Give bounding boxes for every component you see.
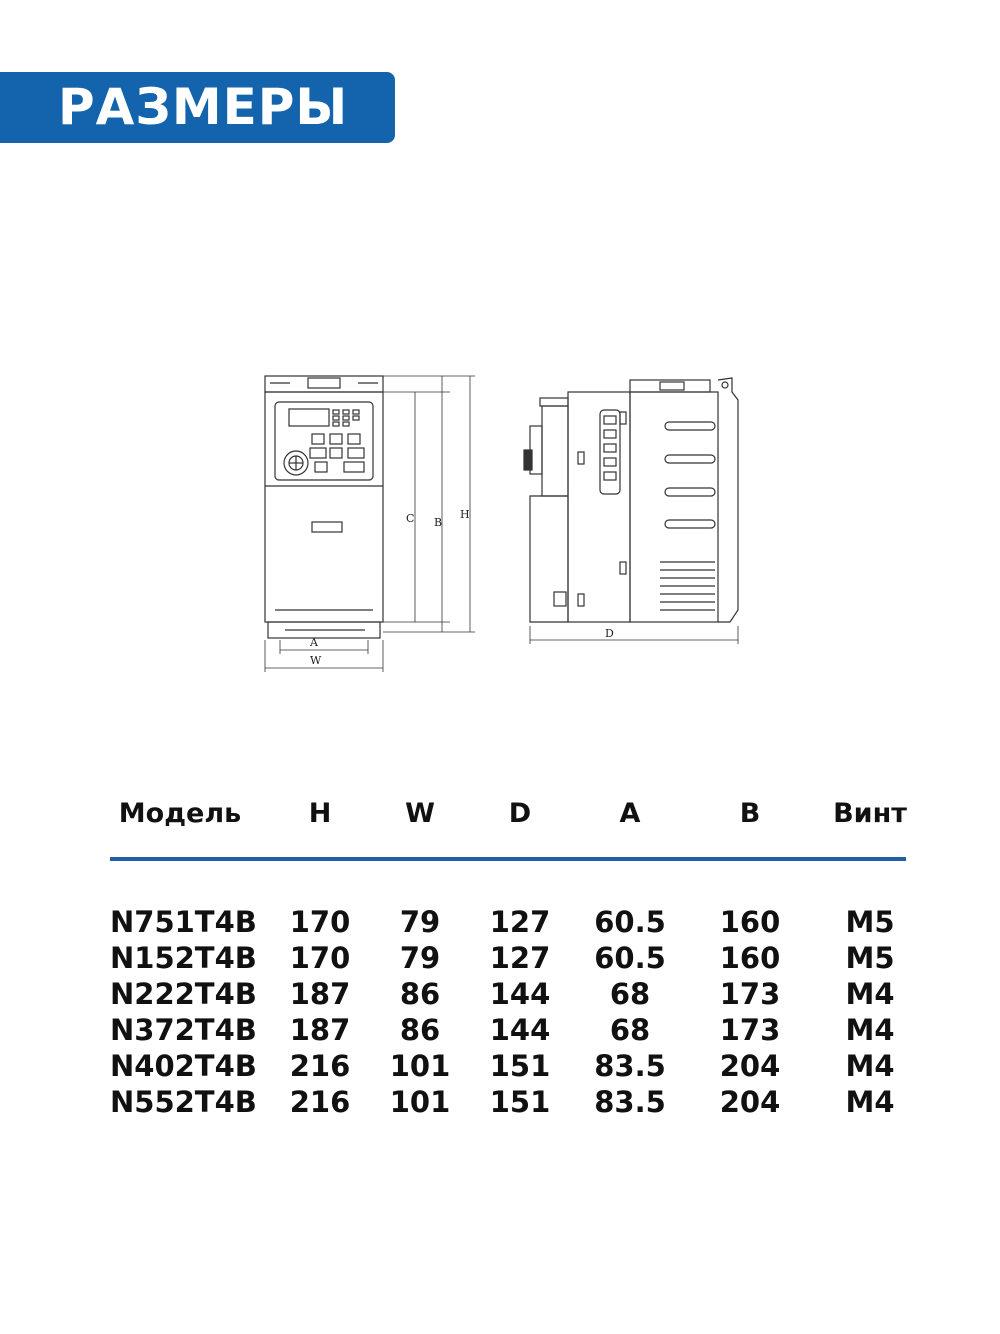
dimensions-table — [110, 790, 907, 1119]
cell-screw: M4 — [845, 977, 895, 1011]
cell-h: 187 — [289, 1013, 351, 1047]
table-header — [110, 790, 906, 846]
cell-b: 204 — [719, 1085, 781, 1119]
cell-screw: M5 — [845, 905, 895, 939]
cell-model: N552T4B — [110, 1085, 257, 1119]
dim-label-b: B — [434, 516, 443, 529]
header-rule — [110, 857, 906, 861]
cell-b: 160 — [719, 941, 781, 975]
cell-model: N372T4B — [110, 1013, 257, 1047]
front-view — [265, 376, 475, 672]
cell-screw: M4 — [845, 1085, 895, 1119]
cell-w: 101 — [389, 1085, 451, 1119]
cell-b: 160 — [719, 905, 781, 939]
page-title: РАЗМЕРЫ — [58, 78, 349, 136]
header-screw: Винт — [833, 798, 907, 829]
cell-b: 173 — [719, 977, 781, 1011]
cell-d: 144 — [489, 977, 551, 1011]
dim-label-h: H — [460, 508, 470, 521]
cell-d: 127 — [489, 905, 551, 939]
cell-b: 204 — [719, 1049, 781, 1083]
dim-label-c: C — [406, 512, 415, 525]
header-d: D — [508, 798, 532, 829]
cell-d: 151 — [489, 1085, 551, 1119]
cell-w: 86 — [399, 1013, 441, 1047]
cell-h: 216 — [289, 1049, 351, 1083]
cell-w: 86 — [399, 977, 441, 1011]
cell-screw: M5 — [845, 941, 895, 975]
cell-a: 68 — [609, 1013, 651, 1047]
table-row — [110, 1012, 906, 1048]
cell-w: 79 — [399, 905, 441, 939]
header-a: A — [619, 798, 641, 829]
header-w: W — [405, 798, 435, 829]
table-row — [110, 976, 906, 1012]
dim-label-d: D — [605, 627, 614, 640]
cell-screw: M4 — [845, 1049, 895, 1083]
cell-model: N751T4B — [110, 905, 257, 939]
side-view — [524, 378, 738, 644]
cell-model: N402T4B — [110, 1049, 257, 1083]
cell-model: N152T4B — [110, 941, 257, 975]
cell-a: 83.5 — [594, 1049, 666, 1083]
cell-h: 170 — [289, 905, 351, 939]
cell-b: 173 — [719, 1013, 781, 1047]
header-model: Модель — [118, 798, 242, 829]
cell-w: 79 — [399, 941, 441, 975]
cell-a: 83.5 — [594, 1085, 666, 1119]
cell-screw: M4 — [845, 1013, 895, 1047]
header-b: B — [739, 798, 761, 829]
cell-w: 101 — [389, 1049, 451, 1083]
cell-d: 151 — [489, 1049, 551, 1083]
table-body — [110, 904, 906, 1120]
table-row — [110, 904, 906, 940]
cell-h: 187 — [289, 977, 351, 1011]
cell-h: 216 — [289, 1085, 351, 1119]
dim-label-a: A — [310, 636, 318, 649]
dim-label-w: W — [310, 654, 322, 667]
cell-h: 170 — [289, 941, 351, 975]
cell-model: N222T4B — [110, 977, 257, 1011]
table-row — [110, 1084, 906, 1120]
cell-a: 60.5 — [594, 905, 666, 939]
table-row — [110, 940, 906, 976]
cell-a: 60.5 — [594, 941, 666, 975]
table-row — [110, 1048, 906, 1084]
header-h: H — [308, 798, 332, 829]
cell-d: 144 — [489, 1013, 551, 1047]
cell-d: 127 — [489, 941, 551, 975]
cell-a: 68 — [609, 977, 651, 1011]
